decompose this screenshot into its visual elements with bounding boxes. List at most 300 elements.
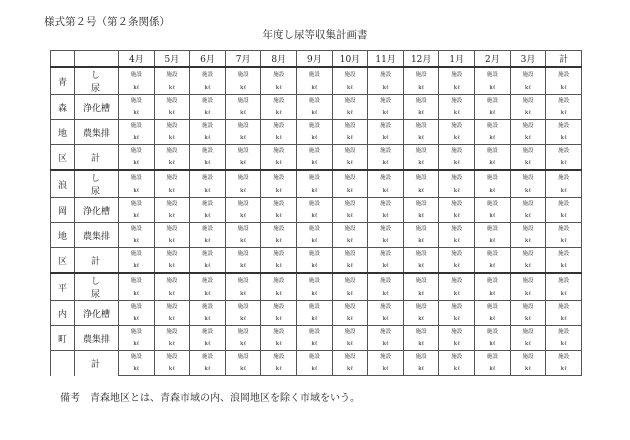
volume-unit-cell[interactable]: kℓ (510, 313, 546, 326)
volume-unit-cell[interactable]: kℓ (190, 313, 226, 326)
volume-unit-cell[interactable]: kℓ (546, 157, 582, 170)
facility-label-cell[interactable]: 施設 (332, 351, 368, 364)
facility-label-cell[interactable]: 施設 (403, 170, 439, 184)
volume-unit-cell[interactable]: kℓ (475, 338, 511, 351)
volume-unit-cell[interactable]: kℓ (225, 132, 261, 145)
facility-label-cell[interactable]: 施設 (119, 198, 155, 211)
facility-label-cell[interactable]: 施設 (368, 273, 404, 287)
facility-label-cell[interactable]: 施設 (510, 273, 546, 287)
volume-unit-cell[interactable]: kℓ (332, 363, 368, 376)
volume-unit-cell[interactable]: kℓ (475, 81, 511, 94)
facility-label-cell[interactable]: 施設 (546, 223, 582, 236)
facility-label-cell[interactable]: 施設 (119, 248, 155, 261)
facility-label-cell[interactable]: 施設 (546, 248, 582, 261)
volume-unit-cell[interactable]: kℓ (154, 210, 190, 223)
volume-unit-cell[interactable]: kℓ (332, 81, 368, 94)
facility-label-cell[interactable]: 施設 (297, 67, 333, 81)
facility-label-cell[interactable]: 施設 (154, 198, 190, 211)
volume-unit-cell[interactable]: kℓ (190, 363, 226, 376)
facility-label-cell[interactable]: 施設 (510, 170, 546, 184)
facility-label-cell[interactable]: 施設 (154, 248, 190, 261)
facility-label-cell[interactable]: 施設 (332, 301, 368, 314)
volume-unit-cell[interactable]: kℓ (119, 210, 155, 223)
facility-label-cell[interactable]: 施設 (297, 198, 333, 211)
volume-unit-cell[interactable]: kℓ (225, 363, 261, 376)
facility-label-cell[interactable]: 施設 (297, 170, 333, 184)
facility-label-cell[interactable]: 施設 (190, 248, 226, 261)
facility-label-cell[interactable]: 施設 (439, 67, 475, 81)
volume-unit-cell[interactable]: kℓ (119, 132, 155, 145)
volume-unit-cell[interactable]: kℓ (546, 313, 582, 326)
volume-unit-cell[interactable]: kℓ (403, 210, 439, 223)
facility-label-cell[interactable]: 施設 (546, 95, 582, 108)
facility-label-cell[interactable]: 施設 (546, 145, 582, 158)
volume-unit-cell[interactable]: kℓ (119, 157, 155, 170)
facility-label-cell[interactable]: 施設 (510, 120, 546, 133)
facility-label-cell[interactable]: 施設 (439, 301, 475, 314)
volume-unit-cell[interactable]: kℓ (403, 363, 439, 376)
facility-label-cell[interactable]: 施設 (332, 198, 368, 211)
facility-label-cell[interactable]: 施設 (261, 351, 297, 364)
facility-label-cell[interactable]: 施設 (475, 301, 511, 314)
facility-label-cell[interactable]: 施設 (332, 95, 368, 108)
volume-unit-cell[interactable]: kℓ (546, 81, 582, 94)
facility-label-cell[interactable]: 施設 (510, 198, 546, 211)
facility-label-cell[interactable]: 施設 (368, 95, 404, 108)
volume-unit-cell[interactable]: kℓ (368, 287, 404, 300)
volume-unit-cell[interactable]: kℓ (154, 260, 190, 273)
volume-unit-cell[interactable]: kℓ (225, 184, 261, 197)
facility-label-cell[interactable]: 施設 (119, 170, 155, 184)
volume-unit-cell[interactable]: kℓ (475, 132, 511, 145)
volume-unit-cell[interactable]: kℓ (403, 287, 439, 300)
volume-unit-cell[interactable]: kℓ (439, 107, 475, 120)
volume-unit-cell[interactable]: kℓ (190, 184, 226, 197)
volume-unit-cell[interactable]: kℓ (119, 287, 155, 300)
facility-label-cell[interactable]: 施設 (475, 351, 511, 364)
volume-unit-cell[interactable]: kℓ (261, 107, 297, 120)
facility-label-cell[interactable]: 施設 (403, 248, 439, 261)
facility-label-cell[interactable]: 施設 (368, 223, 404, 236)
facility-label-cell[interactable]: 施設 (154, 145, 190, 158)
facility-label-cell[interactable]: 施設 (368, 145, 404, 158)
facility-label-cell[interactable]: 施設 (225, 95, 261, 108)
volume-unit-cell[interactable]: kℓ (439, 210, 475, 223)
volume-unit-cell[interactable]: kℓ (297, 132, 333, 145)
facility-label-cell[interactable]: 施設 (510, 248, 546, 261)
facility-label-cell[interactable]: 施設 (403, 326, 439, 339)
facility-label-cell[interactable]: 施設 (190, 351, 226, 364)
volume-unit-cell[interactable]: kℓ (119, 338, 155, 351)
volume-unit-cell[interactable]: kℓ (510, 81, 546, 94)
facility-label-cell[interactable]: 施設 (190, 301, 226, 314)
volume-unit-cell[interactable]: kℓ (225, 287, 261, 300)
volume-unit-cell[interactable]: kℓ (119, 313, 155, 326)
facility-label-cell[interactable]: 施設 (261, 120, 297, 133)
volume-unit-cell[interactable]: kℓ (475, 313, 511, 326)
volume-unit-cell[interactable]: kℓ (332, 184, 368, 197)
facility-label-cell[interactable]: 施設 (297, 95, 333, 108)
facility-label-cell[interactable]: 施設 (190, 326, 226, 339)
volume-unit-cell[interactable]: kℓ (225, 81, 261, 94)
volume-unit-cell[interactable]: kℓ (119, 184, 155, 197)
volume-unit-cell[interactable]: kℓ (225, 157, 261, 170)
volume-unit-cell[interactable]: kℓ (154, 363, 190, 376)
volume-unit-cell[interactable]: kℓ (403, 235, 439, 248)
volume-unit-cell[interactable]: kℓ (261, 184, 297, 197)
volume-unit-cell[interactable]: kℓ (190, 81, 226, 94)
facility-label-cell[interactable]: 施設 (546, 301, 582, 314)
volume-unit-cell[interactable]: kℓ (332, 157, 368, 170)
volume-unit-cell[interactable]: kℓ (475, 287, 511, 300)
facility-label-cell[interactable]: 施設 (225, 120, 261, 133)
volume-unit-cell[interactable]: kℓ (119, 235, 155, 248)
volume-unit-cell[interactable]: kℓ (403, 260, 439, 273)
volume-unit-cell[interactable]: kℓ (154, 81, 190, 94)
volume-unit-cell[interactable]: kℓ (368, 107, 404, 120)
facility-label-cell[interactable]: 施設 (439, 248, 475, 261)
volume-unit-cell[interactable]: kℓ (332, 260, 368, 273)
facility-label-cell[interactable]: 施設 (297, 120, 333, 133)
facility-label-cell[interactable]: 施設 (332, 223, 368, 236)
volume-unit-cell[interactable]: kℓ (368, 157, 404, 170)
facility-label-cell[interactable]: 施設 (154, 273, 190, 287)
volume-unit-cell[interactable]: kℓ (439, 287, 475, 300)
facility-label-cell[interactable]: 施設 (225, 223, 261, 236)
facility-label-cell[interactable]: 施設 (332, 120, 368, 133)
volume-unit-cell[interactable]: kℓ (546, 184, 582, 197)
facility-label-cell[interactable]: 施設 (119, 120, 155, 133)
facility-label-cell[interactable]: 施設 (261, 248, 297, 261)
volume-unit-cell[interactable]: kℓ (403, 313, 439, 326)
facility-label-cell[interactable]: 施設 (510, 223, 546, 236)
facility-label-cell[interactable]: 施設 (546, 326, 582, 339)
facility-label-cell[interactable]: 施設 (546, 198, 582, 211)
facility-label-cell[interactable]: 施設 (332, 170, 368, 184)
facility-label-cell[interactable]: 施設 (439, 351, 475, 364)
facility-label-cell[interactable]: 施設 (546, 67, 582, 81)
volume-unit-cell[interactable]: kℓ (546, 210, 582, 223)
volume-unit-cell[interactable]: kℓ (368, 338, 404, 351)
facility-label-cell[interactable]: 施設 (261, 273, 297, 287)
facility-label-cell[interactable]: 施設 (119, 273, 155, 287)
facility-label-cell[interactable]: 施設 (510, 67, 546, 81)
facility-label-cell[interactable]: 施設 (546, 120, 582, 133)
volume-unit-cell[interactable]: kℓ (261, 235, 297, 248)
facility-label-cell[interactable]: 施設 (261, 326, 297, 339)
facility-label-cell[interactable]: 施設 (190, 120, 226, 133)
volume-unit-cell[interactable]: kℓ (261, 260, 297, 273)
facility-label-cell[interactable]: 施設 (403, 351, 439, 364)
volume-unit-cell[interactable]: kℓ (261, 363, 297, 376)
volume-unit-cell[interactable]: kℓ (225, 338, 261, 351)
volume-unit-cell[interactable]: kℓ (403, 132, 439, 145)
volume-unit-cell[interactable]: kℓ (119, 81, 155, 94)
volume-unit-cell[interactable]: kℓ (297, 184, 333, 197)
volume-unit-cell[interactable]: kℓ (510, 235, 546, 248)
volume-unit-cell[interactable]: kℓ (439, 313, 475, 326)
volume-unit-cell[interactable]: kℓ (297, 235, 333, 248)
volume-unit-cell[interactable]: kℓ (475, 107, 511, 120)
facility-label-cell[interactable]: 施設 (439, 223, 475, 236)
facility-label-cell[interactable]: 施設 (261, 95, 297, 108)
volume-unit-cell[interactable]: kℓ (119, 107, 155, 120)
facility-label-cell[interactable]: 施設 (297, 248, 333, 261)
volume-unit-cell[interactable]: kℓ (439, 81, 475, 94)
facility-label-cell[interactable]: 施設 (225, 326, 261, 339)
facility-label-cell[interactable]: 施設 (261, 170, 297, 184)
volume-unit-cell[interactable]: kℓ (261, 132, 297, 145)
facility-label-cell[interactable]: 施設 (190, 67, 226, 81)
facility-label-cell[interactable]: 施設 (190, 223, 226, 236)
facility-label-cell[interactable]: 施設 (119, 145, 155, 158)
facility-label-cell[interactable]: 施設 (368, 326, 404, 339)
volume-unit-cell[interactable]: kℓ (225, 260, 261, 273)
volume-unit-cell[interactable]: kℓ (190, 260, 226, 273)
volume-unit-cell[interactable]: kℓ (546, 260, 582, 273)
volume-unit-cell[interactable]: kℓ (546, 287, 582, 300)
facility-label-cell[interactable]: 施設 (439, 326, 475, 339)
volume-unit-cell[interactable]: kℓ (190, 210, 226, 223)
volume-unit-cell[interactable]: kℓ (332, 313, 368, 326)
volume-unit-cell[interactable]: kℓ (368, 184, 404, 197)
volume-unit-cell[interactable]: kℓ (225, 313, 261, 326)
volume-unit-cell[interactable]: kℓ (510, 107, 546, 120)
facility-label-cell[interactable]: 施設 (439, 273, 475, 287)
facility-label-cell[interactable]: 施設 (510, 301, 546, 314)
volume-unit-cell[interactable]: kℓ (297, 338, 333, 351)
facility-label-cell[interactable]: 施設 (225, 145, 261, 158)
facility-label-cell[interactable]: 施設 (119, 351, 155, 364)
facility-label-cell[interactable]: 施設 (261, 223, 297, 236)
volume-unit-cell[interactable]: kℓ (403, 184, 439, 197)
volume-unit-cell[interactable]: kℓ (297, 157, 333, 170)
facility-label-cell[interactable]: 施設 (475, 198, 511, 211)
facility-label-cell[interactable]: 施設 (119, 67, 155, 81)
volume-unit-cell[interactable]: kℓ (439, 132, 475, 145)
facility-label-cell[interactable]: 施設 (439, 198, 475, 211)
volume-unit-cell[interactable]: kℓ (510, 157, 546, 170)
facility-label-cell[interactable]: 施設 (154, 95, 190, 108)
volume-unit-cell[interactable]: kℓ (190, 338, 226, 351)
volume-unit-cell[interactable]: kℓ (510, 210, 546, 223)
volume-unit-cell[interactable]: kℓ (190, 157, 226, 170)
facility-label-cell[interactable]: 施設 (475, 120, 511, 133)
volume-unit-cell[interactable]: kℓ (546, 107, 582, 120)
volume-unit-cell[interactable]: kℓ (439, 157, 475, 170)
facility-label-cell[interactable]: 施設 (261, 67, 297, 81)
volume-unit-cell[interactable]: kℓ (190, 287, 226, 300)
facility-label-cell[interactable]: 施設 (190, 170, 226, 184)
volume-unit-cell[interactable]: kℓ (261, 287, 297, 300)
facility-label-cell[interactable]: 施設 (403, 198, 439, 211)
facility-label-cell[interactable]: 施設 (475, 326, 511, 339)
facility-label-cell[interactable]: 施設 (297, 351, 333, 364)
volume-unit-cell[interactable]: kℓ (546, 132, 582, 145)
facility-label-cell[interactable]: 施設 (190, 198, 226, 211)
facility-label-cell[interactable]: 施設 (368, 301, 404, 314)
facility-label-cell[interactable]: 施設 (403, 301, 439, 314)
facility-label-cell[interactable]: 施設 (439, 170, 475, 184)
volume-unit-cell[interactable]: kℓ (154, 107, 190, 120)
facility-label-cell[interactable]: 施設 (403, 67, 439, 81)
volume-unit-cell[interactable]: kℓ (332, 338, 368, 351)
volume-unit-cell[interactable]: kℓ (510, 338, 546, 351)
volume-unit-cell[interactable]: kℓ (510, 363, 546, 376)
facility-label-cell[interactable]: 施設 (154, 67, 190, 81)
facility-label-cell[interactable]: 施設 (403, 95, 439, 108)
facility-label-cell[interactable]: 施設 (154, 351, 190, 364)
facility-label-cell[interactable]: 施設 (154, 170, 190, 184)
facility-label-cell[interactable]: 施設 (190, 145, 226, 158)
facility-label-cell[interactable]: 施設 (261, 301, 297, 314)
volume-unit-cell[interactable]: kℓ (261, 338, 297, 351)
facility-label-cell[interactable]: 施設 (154, 223, 190, 236)
volume-unit-cell[interactable]: kℓ (154, 287, 190, 300)
volume-unit-cell[interactable]: kℓ (261, 313, 297, 326)
facility-label-cell[interactable]: 施設 (225, 273, 261, 287)
volume-unit-cell[interactable]: kℓ (546, 338, 582, 351)
volume-unit-cell[interactable]: kℓ (297, 260, 333, 273)
volume-unit-cell[interactable]: kℓ (119, 260, 155, 273)
facility-label-cell[interactable]: 施設 (439, 95, 475, 108)
facility-label-cell[interactable]: 施設 (475, 67, 511, 81)
volume-unit-cell[interactable]: kℓ (332, 107, 368, 120)
volume-unit-cell[interactable]: kℓ (190, 235, 226, 248)
facility-label-cell[interactable]: 施設 (368, 248, 404, 261)
volume-unit-cell[interactable]: kℓ (332, 132, 368, 145)
volume-unit-cell[interactable]: kℓ (297, 313, 333, 326)
volume-unit-cell[interactable]: kℓ (368, 210, 404, 223)
facility-label-cell[interactable]: 施設 (368, 170, 404, 184)
facility-label-cell[interactable]: 施設 (403, 273, 439, 287)
volume-unit-cell[interactable]: kℓ (475, 235, 511, 248)
facility-label-cell[interactable]: 施設 (154, 301, 190, 314)
facility-label-cell[interactable]: 施設 (261, 198, 297, 211)
facility-label-cell[interactable]: 施設 (225, 67, 261, 81)
volume-unit-cell[interactable]: kℓ (297, 210, 333, 223)
facility-label-cell[interactable]: 施設 (368, 67, 404, 81)
facility-label-cell[interactable]: 施設 (154, 120, 190, 133)
facility-label-cell[interactable]: 施設 (332, 248, 368, 261)
volume-unit-cell[interactable]: kℓ (368, 313, 404, 326)
volume-unit-cell[interactable]: kℓ (403, 157, 439, 170)
facility-label-cell[interactable]: 施設 (475, 223, 511, 236)
facility-label-cell[interactable]: 施設 (403, 145, 439, 158)
facility-label-cell[interactable]: 施設 (297, 223, 333, 236)
facility-label-cell[interactable]: 施設 (119, 223, 155, 236)
facility-label-cell[interactable]: 施設 (190, 95, 226, 108)
facility-label-cell[interactable]: 施設 (546, 273, 582, 287)
facility-label-cell[interactable]: 施設 (297, 326, 333, 339)
facility-label-cell[interactable]: 施設 (297, 301, 333, 314)
facility-label-cell[interactable]: 施設 (332, 67, 368, 81)
volume-unit-cell[interactable]: kℓ (332, 210, 368, 223)
facility-label-cell[interactable]: 施設 (332, 145, 368, 158)
facility-label-cell[interactable]: 施設 (368, 351, 404, 364)
volume-unit-cell[interactable]: kℓ (475, 157, 511, 170)
facility-label-cell[interactable]: 施設 (510, 145, 546, 158)
volume-unit-cell[interactable]: kℓ (439, 338, 475, 351)
facility-label-cell[interactable]: 施設 (225, 351, 261, 364)
volume-unit-cell[interactable]: kℓ (439, 260, 475, 273)
facility-label-cell[interactable]: 施設 (119, 301, 155, 314)
volume-unit-cell[interactable]: kℓ (403, 81, 439, 94)
volume-unit-cell[interactable]: kℓ (368, 235, 404, 248)
volume-unit-cell[interactable]: kℓ (368, 260, 404, 273)
facility-label-cell[interactable]: 施設 (475, 248, 511, 261)
facility-label-cell[interactable]: 施設 (510, 351, 546, 364)
volume-unit-cell[interactable]: kℓ (546, 363, 582, 376)
volume-unit-cell[interactable]: kℓ (368, 132, 404, 145)
facility-label-cell[interactable]: 施設 (439, 145, 475, 158)
facility-label-cell[interactable]: 施設 (332, 326, 368, 339)
facility-label-cell[interactable]: 施設 (225, 301, 261, 314)
volume-unit-cell[interactable]: kℓ (546, 235, 582, 248)
facility-label-cell[interactable]: 施設 (119, 326, 155, 339)
facility-label-cell[interactable]: 施設 (403, 120, 439, 133)
facility-label-cell[interactable]: 施設 (403, 223, 439, 236)
volume-unit-cell[interactable]: kℓ (190, 132, 226, 145)
volume-unit-cell[interactable]: kℓ (154, 132, 190, 145)
facility-label-cell[interactable]: 施設 (297, 145, 333, 158)
volume-unit-cell[interactable]: kℓ (368, 81, 404, 94)
volume-unit-cell[interactable]: kℓ (154, 313, 190, 326)
volume-unit-cell[interactable]: kℓ (332, 235, 368, 248)
facility-label-cell[interactable]: 施設 (510, 326, 546, 339)
volume-unit-cell[interactable]: kℓ (510, 132, 546, 145)
volume-unit-cell[interactable]: kℓ (261, 157, 297, 170)
facility-label-cell[interactable]: 施設 (154, 326, 190, 339)
volume-unit-cell[interactable]: kℓ (261, 81, 297, 94)
facility-label-cell[interactable]: 施設 (119, 95, 155, 108)
volume-unit-cell[interactable]: kℓ (154, 235, 190, 248)
facility-label-cell[interactable]: 施設 (510, 95, 546, 108)
volume-unit-cell[interactable]: kℓ (154, 184, 190, 197)
facility-label-cell[interactable]: 施設 (546, 170, 582, 184)
facility-label-cell[interactable]: 施設 (475, 145, 511, 158)
volume-unit-cell[interactable]: kℓ (403, 107, 439, 120)
volume-unit-cell[interactable]: kℓ (510, 287, 546, 300)
volume-unit-cell[interactable]: kℓ (475, 260, 511, 273)
volume-unit-cell[interactable]: kℓ (225, 235, 261, 248)
volume-unit-cell[interactable]: kℓ (403, 338, 439, 351)
facility-label-cell[interactable]: 施設 (439, 120, 475, 133)
volume-unit-cell[interactable]: kℓ (439, 363, 475, 376)
facility-label-cell[interactable]: 施設 (225, 170, 261, 184)
volume-unit-cell[interactable]: kℓ (297, 107, 333, 120)
facility-label-cell[interactable]: 施設 (332, 273, 368, 287)
facility-label-cell[interactable]: 施設 (475, 273, 511, 287)
volume-unit-cell[interactable]: kℓ (475, 363, 511, 376)
volume-unit-cell[interactable]: kℓ (368, 363, 404, 376)
facility-label-cell[interactable]: 施設 (546, 351, 582, 364)
facility-label-cell[interactable]: 施設 (475, 95, 511, 108)
volume-unit-cell[interactable]: kℓ (439, 235, 475, 248)
volume-unit-cell[interactable]: kℓ (297, 81, 333, 94)
volume-unit-cell[interactable]: kℓ (154, 157, 190, 170)
volume-unit-cell[interactable]: kℓ (261, 210, 297, 223)
facility-label-cell[interactable]: 施設 (225, 248, 261, 261)
volume-unit-cell[interactable]: kℓ (332, 287, 368, 300)
volume-unit-cell[interactable]: kℓ (510, 260, 546, 273)
facility-label-cell[interactable]: 施設 (190, 273, 226, 287)
facility-label-cell[interactable]: 施設 (297, 273, 333, 287)
volume-unit-cell[interactable]: kℓ (119, 363, 155, 376)
volume-unit-cell[interactable]: kℓ (154, 338, 190, 351)
facility-label-cell[interactable]: 施設 (225, 198, 261, 211)
volume-unit-cell[interactable]: kℓ (510, 184, 546, 197)
